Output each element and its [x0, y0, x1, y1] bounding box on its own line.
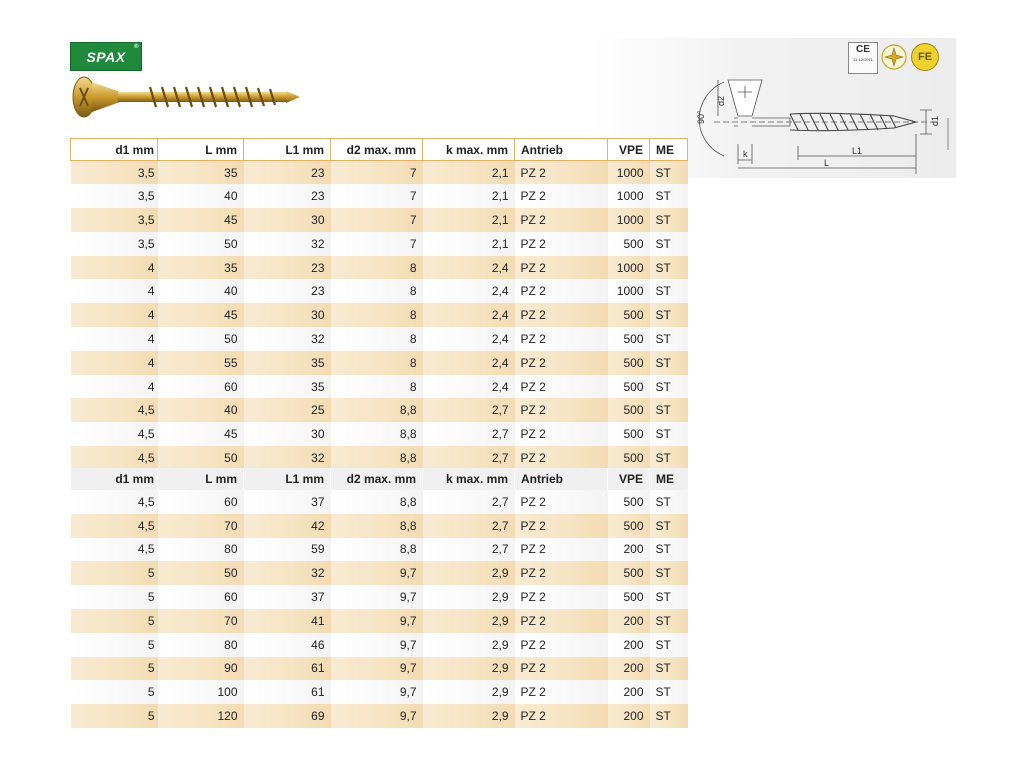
header-me: ME	[650, 468, 688, 490]
cell-antrieb: PZ 2	[515, 422, 608, 446]
cell-me: ST	[650, 184, 688, 208]
header-d2-max: d2 max. mm	[331, 139, 423, 161]
cell-l: 35	[158, 161, 244, 185]
cell-d2-max: 9,7	[331, 585, 423, 609]
cell-l1: 37	[244, 585, 331, 609]
cell-antrieb: PZ 2	[515, 208, 608, 232]
cell-l: 45	[158, 422, 244, 446]
cell-d2-max: 7	[331, 184, 423, 208]
cell-k-max: 2,9	[423, 561, 515, 585]
cell-l: 80	[158, 538, 244, 562]
cell-vpe: 200	[608, 633, 650, 657]
cell-l: 50	[158, 327, 244, 351]
cell-l: 70	[158, 514, 244, 538]
cell-d2-max: 8	[331, 327, 423, 351]
cell-l: 40	[158, 279, 244, 303]
cell-k-max: 2,7	[423, 490, 515, 514]
cell-l1: 32	[244, 232, 331, 256]
table-row	[71, 514, 688, 538]
cell-d1: 4	[71, 375, 158, 399]
cell-k-max: 2,9	[423, 704, 515, 728]
cell-d2-max: 7	[331, 161, 423, 185]
cell-d1: 4	[71, 327, 158, 351]
cell-me: ST	[650, 279, 688, 303]
cell-k-max: 2,4	[423, 256, 515, 280]
cell-l1: 59	[244, 538, 331, 562]
cell-k-max: 2,1	[423, 184, 515, 208]
ce-certification-badge: CE 11-12/2011	[848, 42, 878, 74]
table-row	[71, 490, 688, 514]
cell-vpe: 500	[608, 585, 650, 609]
cell-l1: 35	[244, 351, 331, 375]
cell-d1: 4,5	[71, 490, 158, 514]
cell-d2-max: 8	[331, 375, 423, 399]
cell-l1: 23	[244, 161, 331, 185]
cell-antrieb: PZ 2	[515, 398, 608, 422]
cell-d1: 4,5	[71, 538, 158, 562]
cell-antrieb: PZ 2	[515, 561, 608, 585]
cell-d2-max: 8	[331, 303, 423, 327]
cell-antrieb: PZ 2	[515, 256, 608, 280]
cell-d1: 5	[71, 657, 158, 681]
divider-mark	[947, 118, 949, 150]
cell-d1: 5	[71, 704, 158, 728]
cell-k-max: 2,4	[423, 303, 515, 327]
cell-d1: 5	[71, 609, 158, 633]
cell-l1: 23	[244, 184, 331, 208]
header-d1: d1 mm	[71, 468, 158, 490]
table-row	[71, 279, 688, 303]
cell-me: ST	[650, 633, 688, 657]
cell-antrieb: PZ 2	[515, 704, 608, 728]
cell-d2-max: 9,7	[331, 633, 423, 657]
cell-d2-max: 9,7	[331, 561, 423, 585]
cell-me: ST	[650, 585, 688, 609]
cell-l1: 46	[244, 633, 331, 657]
registered-mark: ®	[134, 44, 139, 50]
l1-label: L1	[852, 146, 863, 156]
table-row	[71, 398, 688, 422]
cell-antrieb: PZ 2	[515, 680, 608, 704]
cell-d1: 3,5	[71, 184, 158, 208]
cell-l1: 30	[244, 422, 331, 446]
cell-l1: 37	[244, 490, 331, 514]
table-row	[71, 208, 688, 232]
cell-d2-max: 8,8	[331, 398, 423, 422]
cell-k-max: 2,4	[423, 351, 515, 375]
cell-d1: 5	[71, 680, 158, 704]
cell-d2-max: 8	[331, 279, 423, 303]
cell-antrieb: PZ 2	[515, 657, 608, 681]
logo-text: SPAX	[86, 48, 126, 65]
cell-k-max: 2,1	[423, 208, 515, 232]
cell-me: ST	[650, 490, 688, 514]
cell-me: ST	[650, 704, 688, 728]
cell-vpe: 500	[608, 351, 650, 375]
header-antrieb: Antrieb	[515, 468, 608, 490]
cell-k-max: 2,9	[423, 609, 515, 633]
cell-vpe: 500	[608, 232, 650, 256]
cell-k-max: 2,4	[423, 279, 515, 303]
cell-me: ST	[650, 375, 688, 399]
cell-me: ST	[650, 657, 688, 681]
cell-me: ST	[650, 327, 688, 351]
cell-l: 45	[158, 303, 244, 327]
cell-antrieb: PZ 2	[515, 232, 608, 256]
table-header-row	[71, 139, 688, 161]
table-row	[71, 375, 688, 399]
cell-k-max: 2,4	[423, 375, 515, 399]
cell-vpe: 500	[608, 398, 650, 422]
cell-d1: 4	[71, 279, 158, 303]
cell-k-max: 2,9	[423, 633, 515, 657]
table-row	[71, 657, 688, 681]
header-l1: L1 mm	[244, 468, 331, 490]
cell-l: 100	[158, 680, 244, 704]
cell-d2-max: 8,8	[331, 446, 423, 470]
cell-me: ST	[650, 514, 688, 538]
cell-antrieb: PZ 2	[515, 490, 608, 514]
cell-me: ST	[650, 161, 688, 185]
cell-antrieb: PZ 2	[515, 303, 608, 327]
cell-antrieb: PZ 2	[515, 161, 608, 185]
table-row	[71, 327, 688, 351]
header-antrieb: Antrieb	[515, 139, 608, 161]
cell-me: ST	[650, 232, 688, 256]
cell-k-max: 2,7	[423, 398, 515, 422]
cell-me: ST	[650, 256, 688, 280]
cell-l1: 25	[244, 398, 331, 422]
cell-k-max: 2,7	[423, 538, 515, 562]
fe-material-badge: FE	[911, 43, 939, 71]
cell-vpe: 500	[608, 446, 650, 470]
cell-k-max: 2,9	[423, 585, 515, 609]
cell-d1: 4,5	[71, 398, 158, 422]
header-me: ME	[650, 139, 688, 161]
cell-antrieb: PZ 2	[515, 184, 608, 208]
cell-vpe: 200	[608, 609, 650, 633]
cell-l: 40	[158, 184, 244, 208]
cell-d2-max: 9,7	[331, 680, 423, 704]
cell-d2-max: 9,7	[331, 704, 423, 728]
cell-d2-max: 8,8	[331, 422, 423, 446]
cell-k-max: 2,1	[423, 232, 515, 256]
cell-l: 45	[158, 208, 244, 232]
table-row	[71, 633, 688, 657]
cell-l: 55	[158, 351, 244, 375]
cell-vpe: 1000	[608, 256, 650, 280]
cell-d2-max: 8	[331, 351, 423, 375]
cell-antrieb: PZ 2	[515, 585, 608, 609]
table-row	[71, 232, 688, 256]
cell-d1: 5	[71, 561, 158, 585]
cell-l: 40	[158, 398, 244, 422]
cell-antrieb: PZ 2	[515, 514, 608, 538]
cell-d2-max: 7	[331, 208, 423, 232]
cell-vpe: 200	[608, 704, 650, 728]
cell-antrieb: PZ 2	[515, 351, 608, 375]
cell-me: ST	[650, 351, 688, 375]
cell-d1: 3,5	[71, 208, 158, 232]
l-label: L	[824, 158, 830, 168]
cell-antrieb: PZ 2	[515, 538, 608, 562]
cell-l1: 32	[244, 446, 331, 470]
d1-label: d1	[930, 115, 940, 126]
cell-d1: 5	[71, 633, 158, 657]
cell-l1: 35	[244, 375, 331, 399]
table-row	[71, 256, 688, 280]
table-row	[71, 184, 688, 208]
header-k-max: k max. mm	[423, 468, 515, 490]
cell-vpe: 200	[608, 680, 650, 704]
cell-k-max: 2,7	[423, 446, 515, 470]
cell-me: ST	[650, 609, 688, 633]
cell-vpe: 1000	[608, 184, 650, 208]
cell-d1: 5	[71, 585, 158, 609]
cell-vpe: 1000	[608, 279, 650, 303]
cell-me: ST	[650, 538, 688, 562]
cell-d2-max: 8,8	[331, 490, 423, 514]
header-d1: d1 mm	[71, 139, 158, 161]
cell-l1: 32	[244, 561, 331, 585]
table-row	[71, 609, 688, 633]
table-row	[71, 704, 688, 728]
cell-vpe: 1000	[608, 161, 650, 185]
header-l1: L1 mm	[244, 139, 331, 161]
table-row	[71, 422, 688, 446]
cell-k-max: 2,9	[423, 680, 515, 704]
cell-d1: 4	[71, 303, 158, 327]
cell-antrieb: PZ 2	[515, 446, 608, 470]
cell-me: ST	[650, 561, 688, 585]
cell-d2-max: 7	[331, 232, 423, 256]
cell-l1: 42	[244, 514, 331, 538]
cell-me: ST	[650, 422, 688, 446]
cell-l: 60	[158, 585, 244, 609]
table-row	[71, 680, 688, 704]
cell-vpe: 1000	[608, 208, 650, 232]
cell-me: ST	[650, 398, 688, 422]
cell-vpe: 500	[608, 561, 650, 585]
cell-l1: 30	[244, 208, 331, 232]
cell-d1: 4,5	[71, 422, 158, 446]
cell-l: 35	[158, 256, 244, 280]
cell-d2-max: 8,8	[331, 538, 423, 562]
cell-d1: 3,5	[71, 161, 158, 185]
table-header-row	[71, 468, 688, 490]
spec-table-bottom	[70, 468, 688, 728]
cell-me: ST	[650, 680, 688, 704]
cell-d2-max: 8	[331, 256, 423, 280]
cell-antrieb: PZ 2	[515, 633, 608, 657]
cell-antrieb: PZ 2	[515, 279, 608, 303]
cell-me: ST	[650, 303, 688, 327]
cell-l1: 69	[244, 704, 331, 728]
spax-logo	[70, 42, 142, 71]
cell-l: 60	[158, 375, 244, 399]
spec-table-top	[70, 138, 688, 470]
header-vpe: VPE	[608, 139, 650, 161]
k-label: k	[743, 149, 748, 159]
table-row	[71, 538, 688, 562]
cell-k-max: 2,4	[423, 327, 515, 351]
table-row	[71, 446, 688, 470]
header-k-max: k max. mm	[423, 139, 515, 161]
cell-l: 60	[158, 490, 244, 514]
cell-vpe: 500	[608, 490, 650, 514]
cell-me: ST	[650, 446, 688, 470]
header-l: L mm	[158, 468, 244, 490]
cell-l: 50	[158, 561, 244, 585]
cell-d1: 4	[71, 256, 158, 280]
cell-d1: 4,5	[71, 446, 158, 470]
cell-k-max: 2,1	[423, 161, 515, 185]
cell-d1: 3,5	[71, 232, 158, 256]
pozidriv-drive-icon	[881, 44, 907, 70]
table-row	[71, 351, 688, 375]
cell-vpe: 200	[608, 657, 650, 681]
cell-l: 120	[158, 704, 244, 728]
cell-vpe: 500	[608, 375, 650, 399]
cell-d2-max: 8,8	[331, 514, 423, 538]
cell-l1: 41	[244, 609, 331, 633]
table-row	[71, 561, 688, 585]
header-l: L mm	[158, 139, 244, 161]
angle-label: 90°	[696, 110, 706, 124]
cell-l: 70	[158, 609, 244, 633]
cell-l1: 61	[244, 680, 331, 704]
cell-vpe: 500	[608, 422, 650, 446]
header-vpe: VPE	[608, 468, 650, 490]
cell-me: ST	[650, 208, 688, 232]
cell-d1: 4	[71, 351, 158, 375]
cell-d2-max: 9,7	[331, 609, 423, 633]
cell-l1: 23	[244, 279, 331, 303]
cell-l1: 30	[244, 303, 331, 327]
cell-vpe: 500	[608, 327, 650, 351]
screw-product-image	[70, 74, 302, 120]
cell-vpe: 500	[608, 514, 650, 538]
cell-l: 50	[158, 232, 244, 256]
cell-l: 90	[158, 657, 244, 681]
cell-vpe: 200	[608, 538, 650, 562]
cell-k-max: 2,9	[423, 657, 515, 681]
cell-antrieb: PZ 2	[515, 609, 608, 633]
cell-vpe: 500	[608, 303, 650, 327]
table-row	[71, 303, 688, 327]
cell-l: 80	[158, 633, 244, 657]
cell-k-max: 2,7	[423, 422, 515, 446]
cell-antrieb: PZ 2	[515, 375, 608, 399]
cell-d1: 4,5	[71, 514, 158, 538]
d2-label: d2	[716, 95, 726, 106]
cell-l: 50	[158, 446, 244, 470]
cell-l1: 23	[244, 256, 331, 280]
cell-antrieb: PZ 2	[515, 327, 608, 351]
cell-d2-max: 9,7	[331, 657, 423, 681]
header-d2-max: d2 max. mm	[331, 468, 423, 490]
table-row	[71, 161, 688, 185]
cell-k-max: 2,7	[423, 514, 515, 538]
cell-l1: 61	[244, 657, 331, 681]
table-row	[71, 585, 688, 609]
cell-l1: 32	[244, 327, 331, 351]
screw-dimension-diagram	[694, 74, 956, 178]
